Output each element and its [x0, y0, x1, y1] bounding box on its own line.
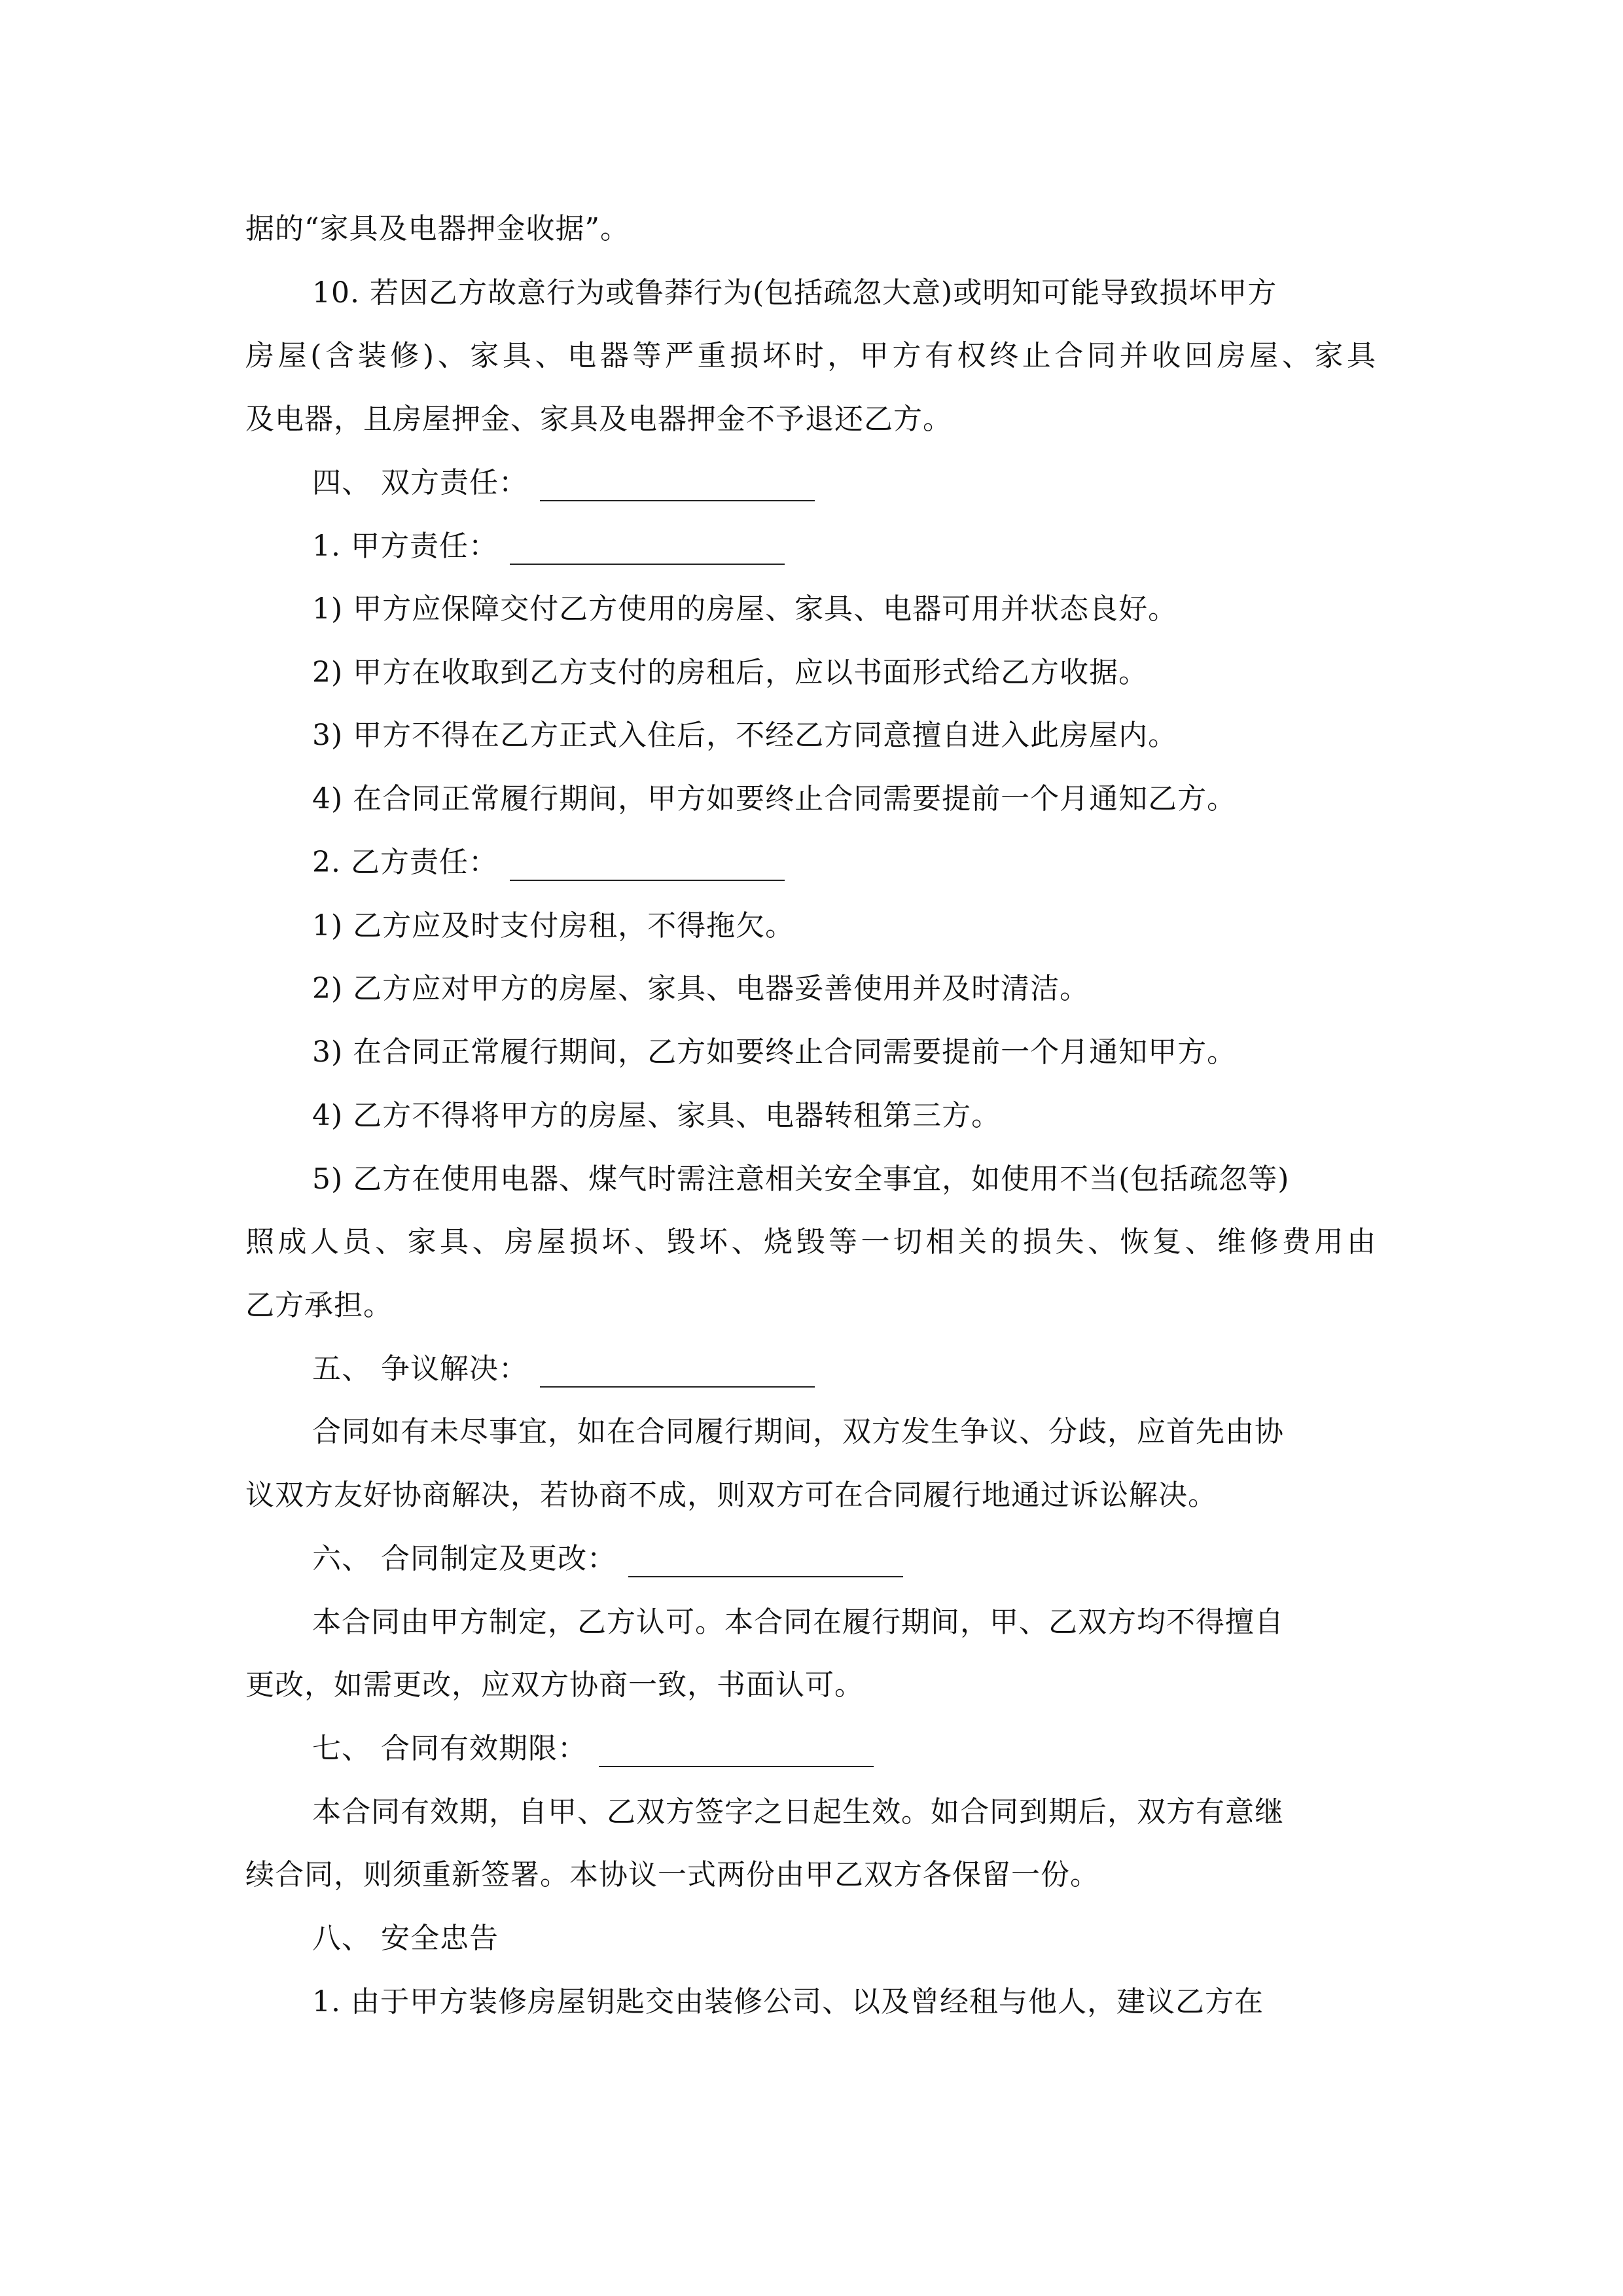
section-heading-5: [312, 1350, 815, 1389]
section-heading-8: 八、 安全忠告: [312, 1922, 499, 1955]
text-line: 乙方承担。: [245, 1289, 393, 1322]
list-item: 5) 乙方在使用电器、煤气时需注意相关安全事宜，如使用不当(包括疏忽等): [312, 1162, 1290, 1196]
text-line: 据的“家具及电器押金收据”。: [245, 212, 630, 245]
heading-text: 七、 合同有效期限：: [312, 1732, 587, 1765]
text-line: 房屋(含装修)、家具、电器等严重损坏时，甲方有权终止合同并收回房屋、家具: [245, 339, 1376, 372]
heading-text: 2. 乙方责任：: [312, 846, 498, 879]
list-item: 4) 在合同正常履行期间，甲方如要终止合同需要提前一个月通知乙方。: [312, 782, 1237, 816]
list-item: 3) 甲方不得在乙方正式入住后，不经乙方同意擅自进入此房屋内。: [312, 719, 1178, 752]
blank-underline: [628, 1576, 903, 1577]
paragraph-line: 1. 由于甲方装修房屋钥匙交由装修公司、以及曾经租与他人，建议乙方在: [312, 1985, 1264, 2018]
text-line: 续合同，则须重新签署。本协议一式两份由甲乙双方各保留一份。: [245, 1858, 1099, 1892]
clause-10-line: 10. 若因乙方故意行为或鲁莽行为(包括疏忽大意)或明知可能导致损坏甲方: [312, 276, 1277, 310]
list-item: 4) 乙方不得将甲方的房屋、家具、电器转租第三方。: [312, 1099, 1001, 1132]
list-item: 3) 在合同正常履行期间，乙方如要终止合同需要提前一个月通知甲方。: [312, 1035, 1237, 1069]
paragraph-line: 合同如有未尽事宜，如在合同履行期间，双方发生争议、分歧，应首先由协: [312, 1415, 1284, 1448]
blank-underline: [599, 1766, 874, 1767]
text-line: 更改，如需更改，应双方协商一致，书面认可。: [245, 1668, 864, 1702]
text-line: 议双方友好协商解决，若协商不成，则双方可在合同履行地通过诉讼解决。: [245, 1479, 1217, 1512]
text-line: 及电器，且房屋押金、家具及电器押金不予退还乙方。: [245, 403, 952, 436]
list-item: 2) 甲方在收取到乙方支付的房租后，应以书面形式给乙方收据。: [312, 656, 1149, 689]
sub-heading-party-a: [312, 527, 785, 566]
blank-underline: [540, 1386, 815, 1388]
section-heading-6: [312, 1539, 903, 1579]
section-heading-4: [312, 463, 815, 503]
blank-underline: [510, 880, 785, 881]
list-item: 2) 乙方应对甲方的房屋、家具、电器妥善使用并及时清洁。: [312, 972, 1090, 1005]
heading-text: 六、 合同制定及更改：: [312, 1542, 616, 1575]
list-item: 1) 甲方应保障交付乙方使用的房屋、家具、电器可用并状态良好。: [312, 592, 1178, 626]
blank-underline: [510, 564, 785, 565]
heading-text: 五、 争议解决：: [312, 1352, 528, 1386]
text-line: 照成人员、家具、房屋损坏、毁坏、烧毁等一切相关的损失、恢复、维修费用由: [245, 1225, 1376, 1259]
paragraph-line: 本合同有效期，自甲、乙双方签字之日起生效。如合同到期后，双方有意继: [312, 1795, 1284, 1829]
list-item: 1) 乙方应及时支付房租，不得拖欠。: [312, 909, 795, 942]
heading-text: 1. 甲方责任：: [312, 529, 498, 563]
section-heading-7: [312, 1729, 874, 1768]
heading-text: 四、 双方责任：: [312, 466, 528, 499]
sub-heading-party-b: [312, 843, 785, 882]
blank-underline: [540, 500, 815, 501]
paragraph-line: 本合同由甲方制定，乙方认可。本合同在履行期间，甲、乙双方均不得擅自: [312, 1605, 1284, 1639]
